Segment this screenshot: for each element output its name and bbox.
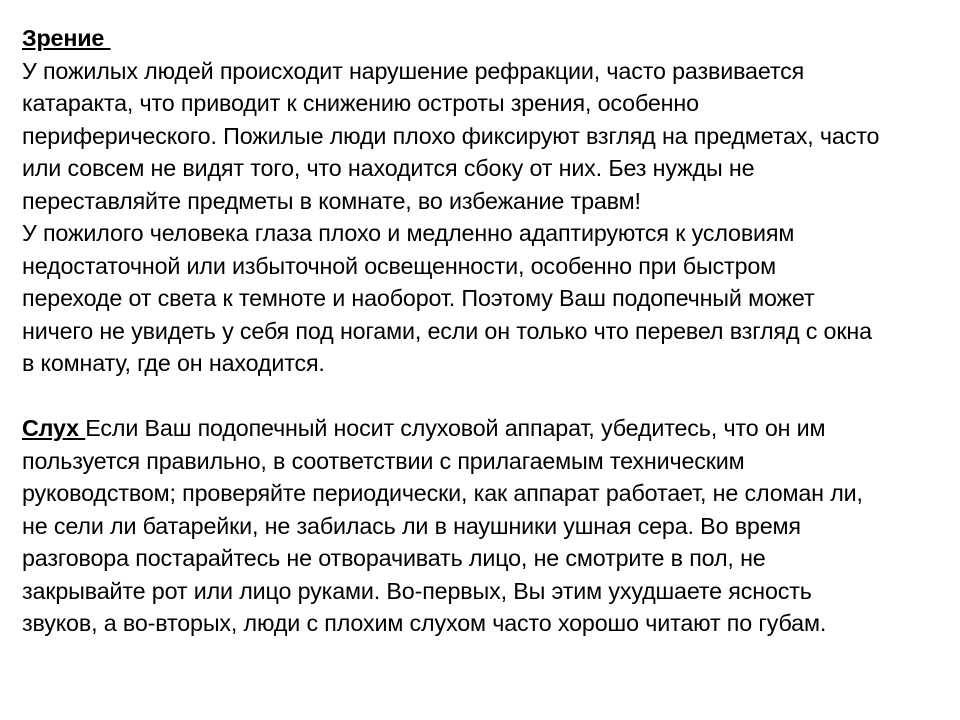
vision-line: переставляйте предметы в комнате, во избежание травм! xyxy=(22,187,641,214)
vision-line: катаракта, что приводит к снижению остроты зрения, особенно xyxy=(22,90,699,116)
hearing-line: пользуется правильно, в соответствии с прилагаемым техническим xyxy=(22,447,745,474)
vision-line: в комнату, где он находится. xyxy=(22,350,325,376)
hearing-line: закрывайте рот или лицо руками. Во-первых, Вы этим ухудшаете ясность xyxy=(22,577,812,604)
vision-heading-line xyxy=(22,22,940,55)
vision-line: У пожилого человека глаза плохо и медленно адаптируются к условиям xyxy=(22,220,795,246)
hearing-first-line-text: Если Ваш подопечный носит слуховой аппарат, убедитесь, что он им xyxy=(85,415,826,441)
text-body xyxy=(22,22,940,640)
vision-line: переходе от света к темноте и наоборот. Поэтому Ваш подопечный может xyxy=(22,285,815,311)
paragraph-spacer xyxy=(22,380,940,413)
hearing-heading: Слух xyxy=(22,415,86,441)
hearing-line: разговора постарайтесь не отворачивать лицо, не смотрите в пол, не xyxy=(22,545,766,571)
vision-line: периферического. Пожилые люди плохо фиксируют взгляд на предметах, часто xyxy=(22,122,880,149)
vision-section xyxy=(22,22,940,380)
hearing-line: звуков, а во-вторых, люди с плохим слухом часто хорошо читают по губам. xyxy=(22,610,827,636)
hearing-section xyxy=(22,412,940,640)
vision-line: ничего не увидеть у себя под ногами, если он только что перевел взгляд с окна xyxy=(22,317,872,344)
hearing-first-line xyxy=(22,412,940,445)
hearing-line: руководством; проверяйте периодически, как аппарат работает, не сломан ли, xyxy=(22,480,863,506)
vision-line: недостаточной или избыточной освещенности, особенно при быстром xyxy=(22,252,777,279)
vision-line: или совсем не видят того, что находится сбоку от них. Без нужды не xyxy=(22,155,755,181)
vision-line: У пожилых людей происходит нарушение рефракции, часто развивается xyxy=(22,57,805,84)
hearing-line: не сели ли батарейки, не забилась ли в наушники ушная сера. Во время xyxy=(22,512,801,539)
vision-heading: Зрение xyxy=(22,25,111,51)
